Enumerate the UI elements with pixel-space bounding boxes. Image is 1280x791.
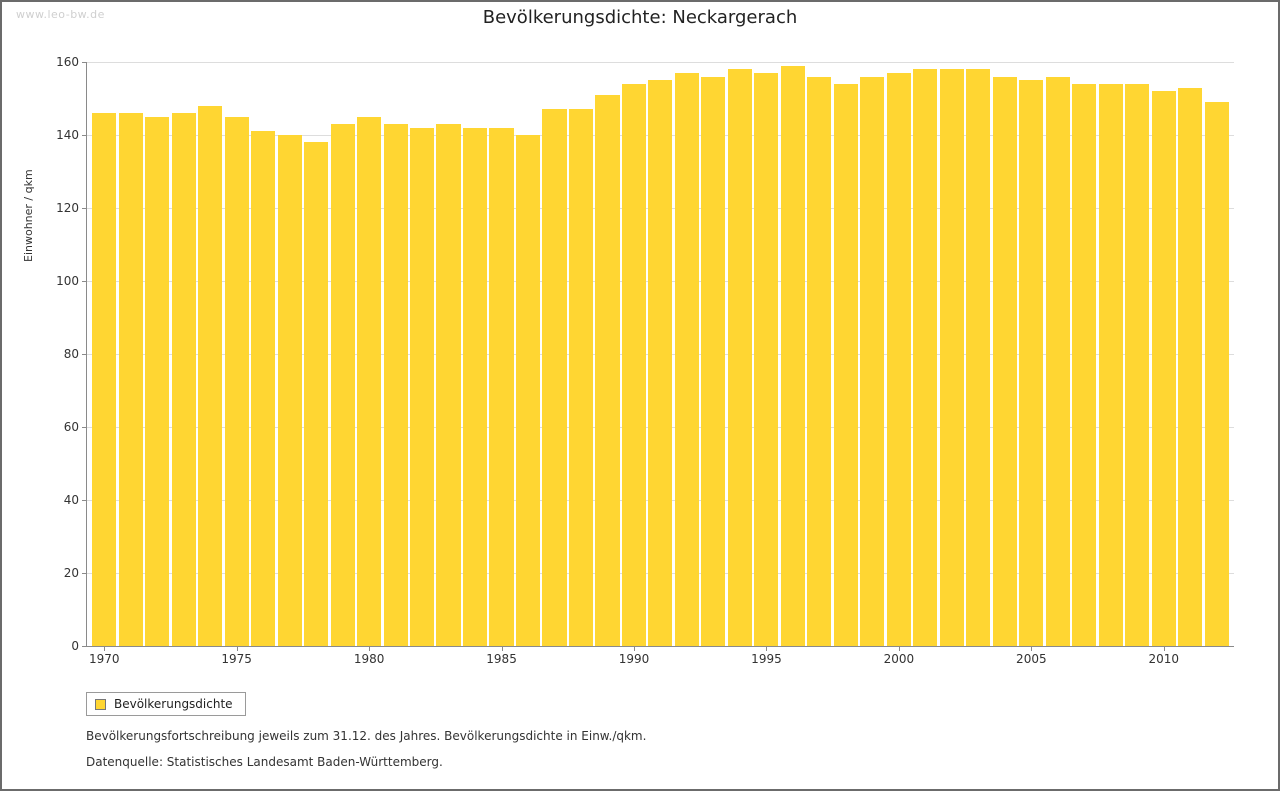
y-axis-tick-label: 80 xyxy=(63,347,79,361)
x-axis-tick-label: 1980 xyxy=(353,652,385,666)
bar xyxy=(993,77,1017,646)
bar xyxy=(489,128,513,646)
bar xyxy=(1152,91,1176,646)
bar xyxy=(834,84,858,646)
bar xyxy=(172,113,196,646)
footnote-data-source: Datenquelle: Statistisches Landesamt Baden-Württemberg. xyxy=(86,755,443,769)
bar xyxy=(198,106,222,646)
x-axis-tick-mark xyxy=(502,646,503,651)
x-axis-tick-label: 2000 xyxy=(883,652,915,666)
bar xyxy=(516,135,540,646)
x-axis-tick-label: 1990 xyxy=(618,652,650,666)
y-axis-label xyxy=(8,62,35,292)
x-axis-tick-label: 2010 xyxy=(1148,652,1180,666)
y-axis-tick-label: 120 xyxy=(56,201,79,215)
watermark: www.leo-bw.de xyxy=(16,8,105,21)
bar xyxy=(966,69,990,646)
bar xyxy=(754,73,778,646)
x-axis-tick-label: 1975 xyxy=(221,652,252,666)
bar xyxy=(701,77,725,646)
bar xyxy=(304,142,328,646)
x-axis-tick-mark xyxy=(766,646,767,651)
x-axis-tick-label: 1970 xyxy=(88,652,120,666)
legend-label: Bevölkerungsdichte xyxy=(114,697,233,711)
legend xyxy=(86,692,246,716)
y-axis-label-text: Einwohner / qkm xyxy=(22,169,35,262)
bar xyxy=(384,124,408,646)
bar xyxy=(1046,77,1070,646)
x-axis-tick-mark xyxy=(369,646,370,651)
bar xyxy=(145,117,169,646)
bar xyxy=(357,117,381,646)
y-axis-tick-label: 100 xyxy=(56,274,79,288)
bar xyxy=(1072,84,1096,646)
bar xyxy=(251,131,275,646)
bar xyxy=(92,113,116,646)
x-axis-tick-label: 1985 xyxy=(486,652,517,666)
bar xyxy=(728,69,752,646)
bar xyxy=(1099,84,1123,646)
plot-wrapper xyxy=(56,55,1234,666)
y-axis-tick-label: 140 xyxy=(56,128,79,142)
footnote-source-note: Bevölkerungsfortschreibung jeweils zum 31.12. des Jahres. Bevölkerungsdichte in Einw./qkm. xyxy=(86,729,647,743)
bar xyxy=(542,109,566,646)
bar xyxy=(781,66,805,646)
bar xyxy=(1125,84,1149,646)
legend-swatch-icon xyxy=(95,699,106,710)
plot-area xyxy=(56,55,1234,666)
bar xyxy=(675,73,699,646)
y-axis-tick-label: 40 xyxy=(63,493,79,507)
y-axis-tick-label: 20 xyxy=(63,566,79,580)
x-axis-tick-mark xyxy=(634,646,635,651)
x-axis xyxy=(87,646,1234,670)
x-axis-tick-label: 2005 xyxy=(1016,652,1047,666)
bar xyxy=(436,124,460,646)
bar xyxy=(278,135,302,646)
bar xyxy=(860,77,884,646)
x-axis-tick-label: 1995 xyxy=(751,652,782,666)
x-axis-tick-mark xyxy=(1164,646,1165,651)
bar xyxy=(410,128,434,646)
bar xyxy=(940,69,964,646)
bar xyxy=(648,80,672,646)
chart-title: Bevölkerungsdichte: Neckargerach xyxy=(482,7,798,28)
x-axis-tick-mark xyxy=(1031,646,1032,651)
bar xyxy=(463,128,487,646)
bar xyxy=(1019,80,1043,646)
x-axis-tick-mark xyxy=(237,646,238,651)
x-axis-tick-mark xyxy=(104,646,105,651)
bar xyxy=(331,124,355,646)
y-axis-tick-label: 0 xyxy=(71,639,79,653)
bar xyxy=(1205,102,1229,646)
y-axis-tick-label: 60 xyxy=(63,420,79,434)
bar xyxy=(569,109,593,646)
y-axis-tick-label: 160 xyxy=(56,55,79,69)
bar xyxy=(622,84,646,646)
bar xyxy=(913,69,937,646)
bar xyxy=(595,95,619,646)
bar xyxy=(225,117,249,646)
bar xyxy=(119,113,143,646)
bar xyxy=(887,73,911,646)
bar xyxy=(807,77,831,646)
bar-series xyxy=(87,62,1234,646)
bar xyxy=(1178,88,1202,646)
x-axis-tick-mark xyxy=(899,646,900,651)
